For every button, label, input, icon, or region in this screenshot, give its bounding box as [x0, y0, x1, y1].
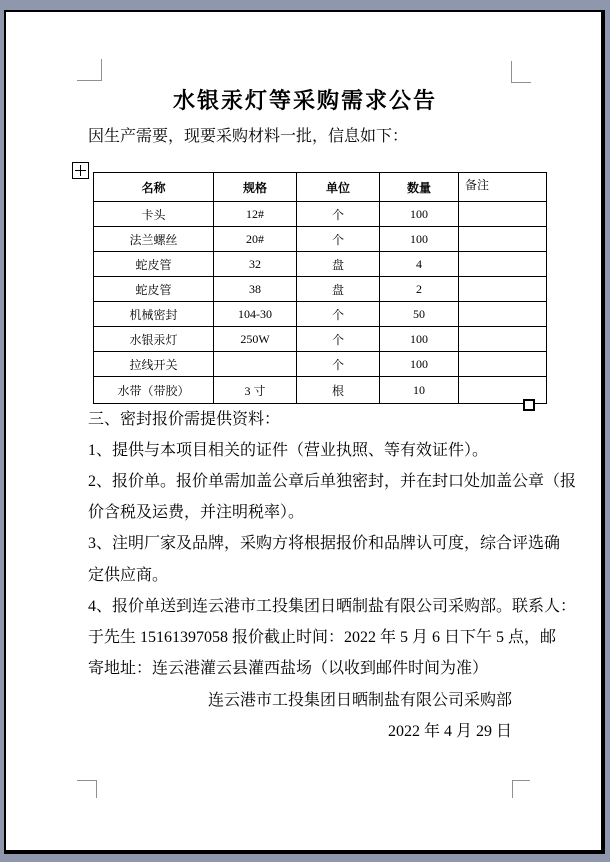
- paragraph[interactable]: 价含税及运费，并注明税率）。: [88, 504, 305, 521]
- table-row: [94, 302, 547, 327]
- table-cell[interactable]: 100: [380, 352, 459, 377]
- table-header-row: [94, 173, 547, 202]
- table-cell[interactable]: 个: [297, 227, 380, 252]
- table-cell[interactable]: [214, 352, 297, 377]
- table-cell[interactable]: 蛇皮管: [94, 252, 214, 277]
- table-cell[interactable]: 卡头: [94, 202, 214, 227]
- margin-crop-mark-top-left: [77, 59, 102, 81]
- table-cell[interactable]: [459, 327, 547, 352]
- paragraph[interactable]: 3、注明厂家及品牌，采购方将根据报价和品牌认可度，综合评选确: [88, 535, 561, 552]
- margin-crop-mark-bottom-left: [77, 780, 97, 798]
- signature-company[interactable]: 连云港市工投集团日晒制盐有限公司采购部: [207, 692, 512, 709]
- table-cell[interactable]: 蛇皮管: [94, 277, 214, 302]
- margin-crop-mark-bottom-right: [512, 780, 530, 798]
- table-cell[interactable]: 个: [297, 302, 380, 327]
- table-cell[interactable]: 20#: [214, 227, 297, 252]
- margin-crop-mark-top-right: [511, 61, 531, 83]
- table-row: [94, 202, 547, 227]
- table-header-cell[interactable]: 名称: [94, 173, 214, 202]
- table-row: [94, 277, 547, 302]
- table-move-handle-icon[interactable]: [72, 162, 89, 179]
- procurement-table: [93, 172, 547, 404]
- table-cell[interactable]: 100: [380, 327, 459, 352]
- table-cell[interactable]: [459, 227, 547, 252]
- table-row: [94, 352, 547, 377]
- table-cell[interactable]: 4: [380, 252, 459, 277]
- table-row: [94, 252, 547, 277]
- table-row: [94, 377, 547, 404]
- table-cell[interactable]: [459, 302, 547, 327]
- table-cell[interactable]: 盘: [297, 252, 380, 277]
- table-cell[interactable]: 100: [380, 227, 459, 252]
- table-header-cell[interactable]: 规格: [214, 173, 297, 202]
- table-cell[interactable]: 盘: [297, 277, 380, 302]
- table-cell[interactable]: 个: [297, 202, 380, 227]
- table-cell[interactable]: 10: [380, 377, 459, 404]
- paragraph[interactable]: 4、报价单送到连云港市工投集团日晒制盐有限公司采购部。联系人：: [88, 598, 577, 615]
- table-cell[interactable]: 法兰螺丝: [94, 227, 214, 252]
- intro-paragraph[interactable]: 因生产需要，现要采购材料一批，信息如下：: [88, 128, 409, 145]
- table-header-cell[interactable]: 单位: [297, 173, 380, 202]
- paragraph[interactable]: 定供应商。: [88, 567, 169, 584]
- table-cell[interactable]: 250W: [214, 327, 297, 352]
- document-title[interactable]: 水银汞灯等采购需求公告: [172, 88, 437, 113]
- table-cell[interactable]: 100: [380, 202, 459, 227]
- table-cell[interactable]: 个: [297, 327, 380, 352]
- paragraph[interactable]: 于先生 15161397058 报价截止时间：2022 年 5 月 6 日下午 5 点，邮: [88, 629, 557, 646]
- table-cell[interactable]: 32: [214, 252, 297, 277]
- paragraph[interactable]: 三、密封报价需提供资料：: [88, 411, 281, 428]
- paragraph[interactable]: 2、报价单。报价单需加盖公章后单独密封，并在封口处加盖公章（报: [88, 473, 577, 490]
- table-row: [94, 327, 547, 352]
- table-row: [94, 227, 547, 252]
- signature-date[interactable]: 2022 年 4 月 29 日: [387, 723, 512, 740]
- table-header-cell[interactable]: 备注: [459, 173, 547, 202]
- table-cell[interactable]: 38: [214, 277, 297, 302]
- table-cell[interactable]: 根: [297, 377, 380, 404]
- table-cell[interactable]: 2: [380, 277, 459, 302]
- table-cell[interactable]: 机械密封: [94, 302, 214, 327]
- table-cell[interactable]: 3 寸: [214, 377, 297, 404]
- table-header-cell[interactable]: 数量: [380, 173, 459, 202]
- table-resize-handle[interactable]: [523, 399, 535, 411]
- table-cell[interactable]: [459, 352, 547, 377]
- table-cell[interactable]: [459, 252, 547, 277]
- table-cell[interactable]: 50: [380, 302, 459, 327]
- table-cell[interactable]: [459, 202, 547, 227]
- table-cell[interactable]: 个: [297, 352, 380, 377]
- paragraph[interactable]: 1、提供与本项目相关的证件（营业执照、等有效证件）。: [88, 442, 489, 459]
- table-cell[interactable]: [459, 277, 547, 302]
- paragraph[interactable]: 寄地址：连云港灌云县灌西盐场（以收到邮件时间为准）: [88, 660, 489, 677]
- table-cell[interactable]: 水带（带胶）: [94, 377, 214, 404]
- table-cell[interactable]: 拉线开关: [94, 352, 214, 377]
- table-cell[interactable]: 水银汞灯: [94, 327, 214, 352]
- table-cell[interactable]: 12#: [214, 202, 297, 227]
- table-cell[interactable]: 104-30: [214, 302, 297, 327]
